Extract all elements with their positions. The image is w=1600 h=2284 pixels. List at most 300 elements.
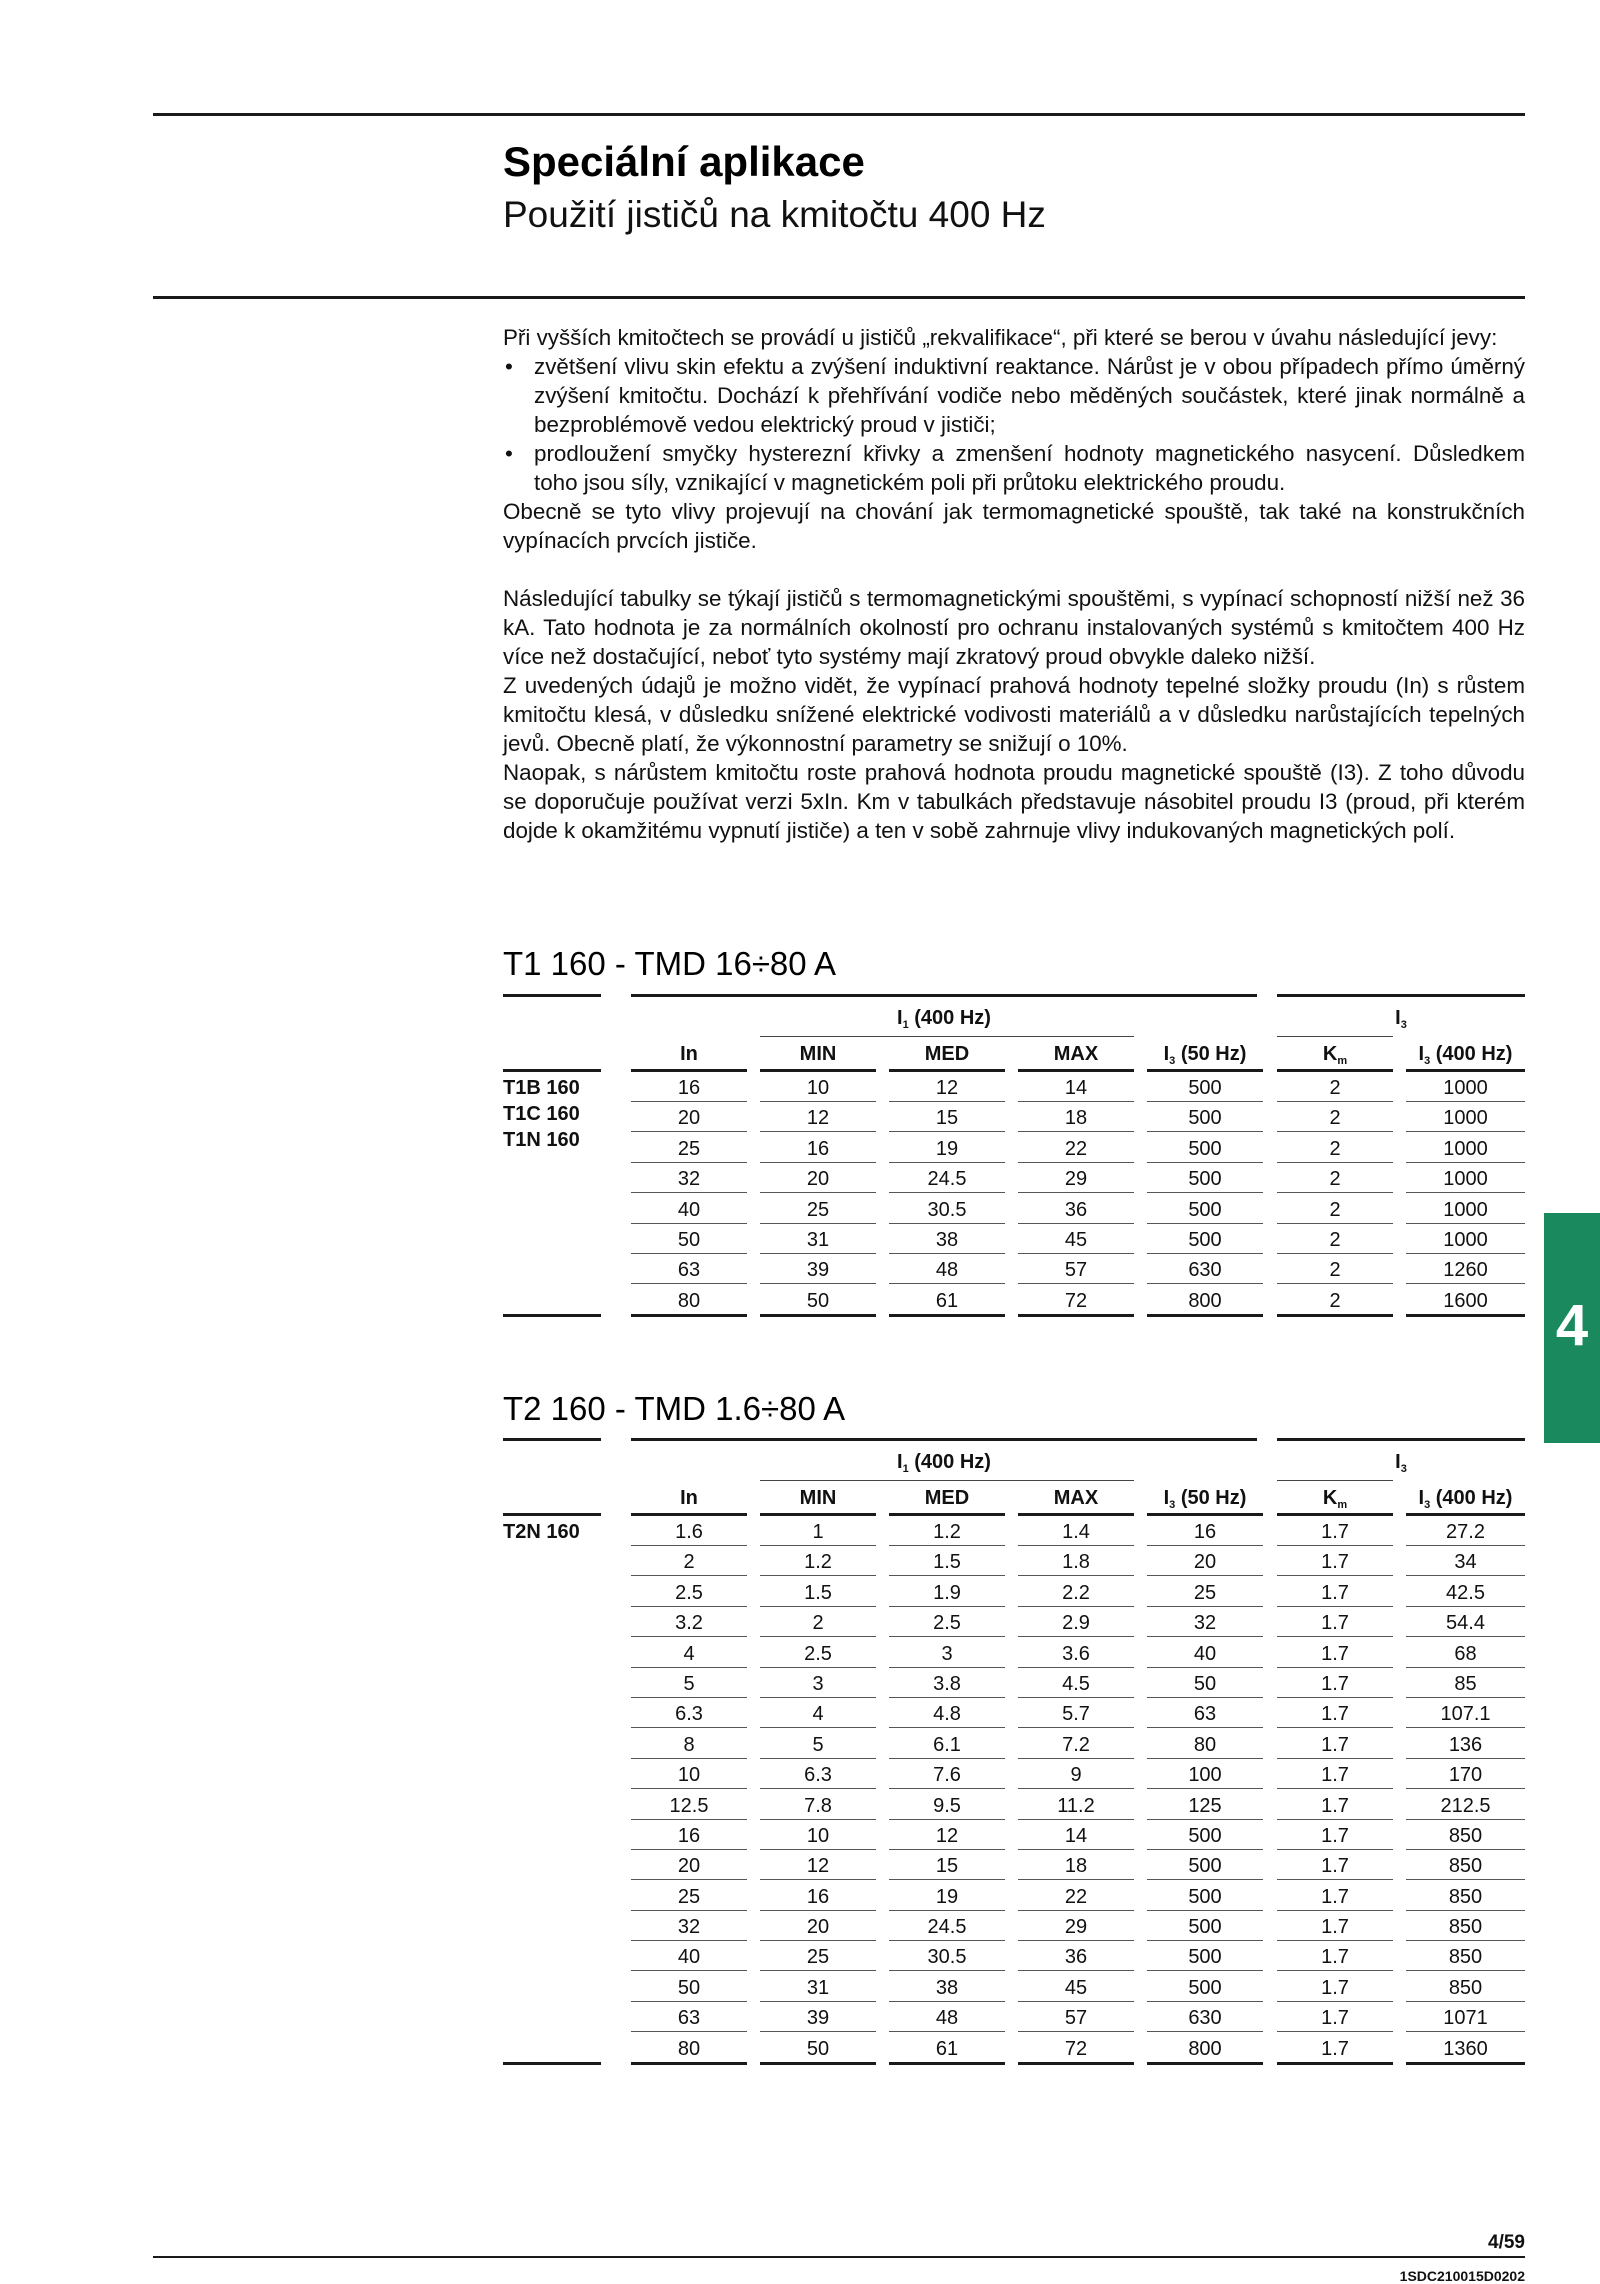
i3-group-label	[1395, 1451, 1407, 1473]
model-name: T1N 160	[503, 1129, 580, 1151]
table-cell: 10	[760, 1821, 876, 1850]
i3-group-label-subscript: 3	[1400, 1019, 1407, 1031]
table-cell: 36	[1018, 1942, 1134, 1971]
table-body	[503, 1073, 1525, 1316]
i3-group-label-symbol: I	[1395, 1451, 1401, 1473]
column-group-i3	[1277, 1448, 1525, 1476]
table-cell: 1.6	[631, 1517, 747, 1546]
table-cell: 32	[631, 1164, 747, 1193]
table-cell: 850	[1406, 1942, 1525, 1971]
table-cell: 48	[889, 2003, 1005, 2032]
intro-bullet-item: • prodloužení smyčky hysterezní křivky a zmenšení hodnoty magnetického nasycení. Důsledkem toho jsou síly, vznikající v magnetickém poli při průtoku elektrického proudu.	[503, 439, 1525, 497]
table-header	[503, 994, 1525, 1073]
table-cell: 22	[1018, 1882, 1134, 1911]
table-cell: 11.2	[1018, 1791, 1134, 1820]
table-cell: 12	[889, 1073, 1005, 1102]
header-rule	[1147, 1513, 1263, 1516]
table-cell: 2	[760, 1608, 876, 1637]
table-cell: 500	[1147, 1882, 1263, 1911]
table-cell: 1.7	[1277, 1578, 1393, 1607]
table-cell: 500	[1147, 1134, 1263, 1163]
table-cell: 54.4	[1406, 1608, 1525, 1637]
table-cell: 2	[1277, 1164, 1393, 1193]
table-end-rule	[503, 2062, 601, 2065]
table-cell: 850	[1406, 1912, 1525, 1941]
table-cell: 14	[1018, 1073, 1134, 1102]
table-cell: 1000	[1406, 1103, 1525, 1132]
table-cell: 18	[1018, 1103, 1134, 1132]
i3-400hz-label-symbol: I	[1418, 1487, 1425, 1509]
table-cell: 1.7	[1277, 1669, 1393, 1698]
i3-400hz-label-subscript: 3	[1424, 1499, 1431, 1511]
table-cell: 500	[1147, 1103, 1263, 1132]
table-cell: 12	[760, 1103, 876, 1132]
table-header	[503, 1438, 1525, 1517]
table-cell: 2	[1277, 1225, 1393, 1254]
table-cell: 1.7	[1277, 1973, 1393, 2002]
group-separator	[1277, 1480, 1393, 1481]
table-cell: 7.8	[760, 1791, 876, 1820]
table-cell: 1.7	[1277, 1851, 1393, 1880]
table-cell: 500	[1147, 1225, 1263, 1254]
header-rule	[889, 1513, 1005, 1516]
table-cell: 20	[760, 1912, 876, 1941]
table-cell: 50	[760, 1286, 876, 1315]
km-label-subscript: m	[1337, 1499, 1348, 1511]
heading-bottom-rule	[153, 296, 1525, 299]
table-cell: 7.6	[889, 1760, 1005, 1789]
table-cell: 36	[1018, 1195, 1134, 1224]
table-end-rule	[1277, 1314, 1393, 1317]
table-cell: 22	[1018, 1134, 1134, 1163]
i1-400hz-label-subscript: 1	[902, 1019, 909, 1031]
table-cell: 57	[1018, 2003, 1134, 2032]
i1-400hz-label	[897, 1007, 991, 1029]
table-cell: 1.7	[1277, 1791, 1393, 1820]
table-cell: 50	[631, 1225, 747, 1254]
table-cell: 19	[889, 1882, 1005, 1911]
table-cell: 4.8	[889, 1699, 1005, 1728]
table-cell: 1600	[1406, 1286, 1525, 1315]
i3-50hz-label	[1164, 1487, 1247, 1509]
table-cell: 14	[1018, 1821, 1134, 1850]
col-header-min: MIN	[799, 1487, 837, 1509]
table-cell: 1260	[1406, 1255, 1525, 1284]
table-cell: 50	[1147, 1669, 1263, 1698]
table-cell: 16	[631, 1073, 747, 1102]
table-cell: 1.2	[889, 1517, 1005, 1546]
table-cell: 61	[889, 2034, 1005, 2063]
page-title: Speciální aplikace	[503, 138, 865, 185]
table-cell: 20	[760, 1164, 876, 1193]
table-cell: 1000	[1406, 1164, 1525, 1193]
table-end-rule	[889, 2062, 1005, 2065]
intro-bullet-list	[503, 352, 1525, 497]
table-cell: 63	[631, 2003, 747, 2032]
table-cell: 8	[631, 1730, 747, 1759]
table-cell: 80	[1147, 1730, 1263, 1759]
table-row	[503, 1608, 1525, 1638]
table-cell: 100	[1147, 1760, 1263, 1789]
table-end-rule	[1018, 2062, 1134, 2065]
i3-group-label-subscript: 3	[1400, 1463, 1407, 1475]
table-row	[503, 1517, 1525, 1547]
header-rule	[889, 1069, 1005, 1072]
table-cell: 18	[1018, 1851, 1134, 1880]
table-cell: 2	[1277, 1195, 1393, 1224]
table-end-rule	[1406, 1314, 1525, 1317]
footer-rule	[153, 2256, 1525, 2258]
table-cell: 29	[1018, 1912, 1134, 1941]
i3-group-label	[1395, 1007, 1407, 1029]
table-cell: 32	[631, 1912, 747, 1941]
group-separator	[760, 1036, 1134, 1037]
col-header-med: MED	[924, 1487, 970, 1509]
table-cell: 20	[1147, 1547, 1263, 1576]
header-rule	[1018, 1513, 1134, 1516]
table-row	[503, 1882, 1525, 1912]
table-cell: 19	[889, 1134, 1005, 1163]
i3-50hz-label-subscript: 3	[1169, 1499, 1176, 1511]
table-cell: 1.7	[1277, 1517, 1393, 1546]
table-row	[503, 1912, 1525, 1942]
table-cell: 38	[889, 1225, 1005, 1254]
col-header-i3-400hz	[1406, 1040, 1525, 1068]
table-cell: 25	[631, 1134, 747, 1163]
table-cell: 1360	[1406, 2034, 1525, 2063]
col-header-in: In	[680, 1043, 698, 1065]
table-row	[503, 1225, 1525, 1255]
model-name: T2N 160	[503, 1521, 580, 1543]
i3-400hz-label-subscript: 3	[1424, 1055, 1431, 1067]
table-cell: 630	[1147, 1255, 1263, 1284]
header-rule	[631, 1069, 747, 1072]
table-cell: 4.5	[1018, 1669, 1134, 1698]
header-rule	[1147, 1069, 1263, 1072]
table-cell: 850	[1406, 1851, 1525, 1880]
table-row	[503, 1699, 1525, 1729]
table-row	[503, 1286, 1525, 1316]
table-cell: 1.7	[1277, 1912, 1393, 1941]
table-cell: 500	[1147, 1912, 1263, 1941]
table-cell: 39	[760, 1255, 876, 1284]
table-cell: 72	[1018, 2034, 1134, 2063]
table-cell: 50	[760, 2034, 876, 2063]
table-row	[503, 1073, 1525, 1103]
table-cell: 6.3	[631, 1699, 747, 1728]
table-cell: 1.7	[1277, 1760, 1393, 1789]
table-end-rule	[760, 2062, 876, 2065]
table-row	[503, 1821, 1525, 1851]
table-cell: 45	[1018, 1973, 1134, 2002]
table-cell: 2	[1277, 1134, 1393, 1163]
table-cell: 42.5	[1406, 1578, 1525, 1607]
table-cell: 31	[760, 1973, 876, 2002]
col-header-i3-50hz	[1147, 1484, 1263, 1512]
km-label	[1323, 1043, 1347, 1065]
col-header-km	[1277, 1484, 1393, 1512]
table-cell: 3.8	[889, 1669, 1005, 1698]
header-rule	[1277, 1438, 1525, 1441]
table-cell: 9	[1018, 1760, 1134, 1789]
table-cell: 850	[1406, 1882, 1525, 1911]
model-name: T1B 160	[503, 1077, 580, 1099]
table-cell: 107.1	[1406, 1699, 1525, 1728]
table2-title: T2 160 - TMD 1.6÷80 A	[503, 1390, 846, 1427]
column-group-i1	[631, 1004, 1257, 1032]
table-cell: 3	[889, 1639, 1005, 1668]
table-cell: 1.7	[1277, 1821, 1393, 1850]
col-header-i3-400hz	[1406, 1484, 1525, 1512]
chapter-tab	[1544, 1213, 1600, 1443]
table-cell: 68	[1406, 1639, 1525, 1668]
table-row	[503, 2034, 1525, 2064]
table-cell: 2	[1277, 1255, 1393, 1284]
table-cell: 1.5	[889, 1547, 1005, 1576]
header-rule	[503, 1438, 601, 1441]
table-cell: 500	[1147, 1942, 1263, 1971]
table-cell: 39	[760, 2003, 876, 2032]
table-cell: 4	[631, 1639, 747, 1668]
table-cell: 2	[631, 1547, 747, 1576]
table-end-rule	[1277, 2062, 1393, 2065]
header-rule	[503, 1513, 601, 1516]
table-cell: 500	[1147, 1821, 1263, 1850]
header-rule	[1277, 994, 1525, 997]
table-cell: 1.7	[1277, 1699, 1393, 1728]
table-cell: 1.7	[1277, 1608, 1393, 1637]
top-rule	[153, 113, 1525, 116]
table-cell: 212.5	[1406, 1791, 1525, 1820]
table-cell: 850	[1406, 1821, 1525, 1850]
col-header-med: MED	[924, 1043, 970, 1065]
table-cell: 27.2	[1406, 1517, 1525, 1546]
table-cell: 20	[631, 1851, 747, 1880]
table-cell: 80	[631, 2034, 747, 2063]
table-end-rule	[1147, 2062, 1263, 2065]
i3-400hz-label-text: (400 Hz)	[1435, 1043, 1513, 1065]
table-cell: 34	[1406, 1547, 1525, 1576]
table-row	[503, 1760, 1525, 1790]
table-cell: 5.7	[1018, 1699, 1134, 1728]
intro-paragraph: Z uvedených údajů je možno vidět, že vypínací prahová hodnoty tepelné složky proudu (In) s růstem kmitočtu klesá, v důsledku snížené elektrické vodivosti materiálů a v důsledku narůstajících tepelných jevů. Obecně platí, že výkonnostní parametry se snižují o 10%.	[503, 673, 1525, 756]
table-cell: 38	[889, 1973, 1005, 2002]
table-cell: 30.5	[889, 1942, 1005, 1971]
table-cell: 4	[760, 1699, 876, 1728]
table-cell: 25	[760, 1195, 876, 1224]
header-rule	[631, 1438, 1257, 1441]
table-row	[503, 1195, 1525, 1225]
i3-50hz-label-symbol: I	[1163, 1043, 1170, 1065]
table-cell: 500	[1147, 1973, 1263, 2002]
table-cell: 2	[1277, 1073, 1393, 1102]
table-end-rule	[503, 1314, 601, 1317]
col-header-in: In	[680, 1487, 698, 1509]
table-end-rule	[889, 1314, 1005, 1317]
km-label-symbol: K	[1322, 1043, 1338, 1065]
table-cell: 10	[631, 1760, 747, 1789]
table-cell: 1.4	[1018, 1517, 1134, 1546]
chapter-tab-label: 4	[1555, 1293, 1589, 1358]
table-cell: 500	[1147, 1195, 1263, 1224]
intro-text	[503, 323, 1525, 845]
intro-paragraph: Při vyšších kmitočtech se provádí u jističů „rekvalifikace“, při které se berou v úvahu následující jevy:	[503, 325, 1498, 350]
page-subtitle: Použití jističů na kmitočtu 400 Hz	[503, 194, 1046, 235]
intro-paragraph: Obecně se tyto vlivy projevují na chování jak termomagnetické spouště, tak také na konstrukčních vypínacích prvcích jističe.	[503, 499, 1525, 553]
table-body	[503, 1517, 1525, 2064]
column-group-i3	[1277, 1004, 1525, 1032]
table-cell: 16	[1147, 1517, 1263, 1546]
i3-50hz-label-text: (50 Hz)	[1180, 1043, 1247, 1065]
table-cell: 800	[1147, 1286, 1263, 1315]
table-cell: 850	[1406, 1973, 1525, 2002]
document-code: 1SDC210015D0202	[1399, 2268, 1525, 2284]
intro-bullet-item: • zvětšení vlivu skin efektu a zvýšení induktivní reaktance. Nárůst je v obou případech přímo úměrný zvýšení kmitočtu. Dochází k přehřívání vodiče nebo měděných součástek, které jinak normálně a bezproblémově vedou elektrický proud v jističi;	[503, 352, 1525, 439]
table-cell: 31	[760, 1225, 876, 1254]
i3-400hz-label	[1419, 1487, 1513, 1509]
table-cell: 800	[1147, 2034, 1263, 2063]
table-cell: 5	[631, 1669, 747, 1698]
table-end-rule	[1406, 2062, 1525, 2065]
table-cell: 30.5	[889, 1195, 1005, 1224]
table-row	[503, 1669, 1525, 1699]
table-cell: 2	[1277, 1103, 1393, 1132]
table-cell: 136	[1406, 1730, 1525, 1759]
km-label-symbol: K	[1322, 1487, 1338, 1509]
table-cell: 1.7	[1277, 1730, 1393, 1759]
i1-400hz-label	[897, 1451, 991, 1473]
col-header-i3-50hz	[1147, 1040, 1263, 1068]
table-cell: 12	[889, 1821, 1005, 1850]
table-cell: 1.2	[760, 1547, 876, 1576]
i3-400hz-label-text: (400 Hz)	[1435, 1487, 1513, 1509]
table-cell: 25	[631, 1882, 747, 1911]
table-cell: 1000	[1406, 1134, 1525, 1163]
table-cell: 9.5	[889, 1791, 1005, 1820]
table-cell: 24.5	[889, 1164, 1005, 1193]
col-header-min: MIN	[799, 1043, 837, 1065]
table-cell: 29	[1018, 1164, 1134, 1193]
table-cell: 80	[631, 1286, 747, 1315]
table-cell: 2.5	[760, 1639, 876, 1668]
table-cell: 24.5	[889, 1912, 1005, 1941]
table-end-rule	[1018, 1314, 1134, 1317]
table-cell: 57	[1018, 1255, 1134, 1284]
table-cell: 25	[760, 1942, 876, 1971]
table1-title: T1 160 - TMD 16÷80 A	[503, 945, 836, 982]
table-row	[503, 1791, 1525, 1821]
table-cell: 15	[889, 1103, 1005, 1132]
header-rule	[503, 994, 601, 997]
i1-400hz-label-symbol: I	[897, 1007, 903, 1029]
table-row	[503, 1942, 1525, 1972]
table-cell: 1.5	[760, 1578, 876, 1607]
table-cell: 6.3	[760, 1760, 876, 1789]
table-cell: 72	[1018, 1286, 1134, 1315]
table-cell: 500	[1147, 1073, 1263, 1102]
table-cell: 48	[889, 1255, 1005, 1284]
table-cell: 2	[1277, 1286, 1393, 1315]
table-end-rule	[631, 2062, 747, 2065]
table-cell: 3	[760, 1669, 876, 1698]
table-cell: 6.1	[889, 1730, 1005, 1759]
header-rule	[1018, 1069, 1134, 1072]
header-rule	[1277, 1069, 1393, 1072]
table-cell: 85	[1406, 1669, 1525, 1698]
km-label	[1323, 1487, 1347, 1509]
table-cell: 2.5	[889, 1608, 1005, 1637]
table-cell: 125	[1147, 1791, 1263, 1820]
col-header-km	[1277, 1040, 1393, 1068]
i1-400hz-label-text: (400 Hz)	[914, 1451, 991, 1473]
table-cell: 16	[631, 1821, 747, 1850]
table-end-rule	[760, 1314, 876, 1317]
group-separator	[760, 1480, 1134, 1481]
table-cell: 630	[1147, 2003, 1263, 2032]
table-cell: 1071	[1406, 2003, 1525, 2032]
table-cell: 1.7	[1277, 2034, 1393, 2063]
table-cell: 10	[760, 1073, 876, 1102]
table-cell: 32	[1147, 1608, 1263, 1637]
intro-paragraph: Naopak, s nárůstem kmitočtu roste prahová hodnota proudu magnetické spouště (I3). Z toho důvodu se doporučuje používat verzi 5xIn. Km v tabulkách představuje násobitel proudu I3 (proud, při kterém dojde k okamžitému vypnutí jističe) a ten v sobě zahrnuje vlivy indukovaných magnetických polí.	[503, 760, 1525, 843]
table-cell: 1.7	[1277, 1882, 1393, 1911]
i1-400hz-label-text: (400 Hz)	[914, 1007, 991, 1029]
km-label-subscript: m	[1337, 1055, 1348, 1067]
table1	[503, 994, 1525, 1316]
table-row	[503, 1578, 1525, 1608]
table-row	[503, 2003, 1525, 2033]
table-row	[503, 1639, 1525, 1669]
header-rule	[631, 1513, 747, 1516]
table-cell: 16	[760, 1882, 876, 1911]
table-row	[503, 1134, 1525, 1164]
column-group-i1	[631, 1448, 1257, 1476]
table-cell: 16	[760, 1134, 876, 1163]
table-cell: 1000	[1406, 1225, 1525, 1254]
table-row	[503, 1851, 1525, 1881]
table-cell: 5	[760, 1730, 876, 1759]
table-row	[503, 1103, 1525, 1133]
header-rule	[1406, 1513, 1525, 1516]
table-cell: 45	[1018, 1225, 1134, 1254]
table-cell: 2.5	[631, 1578, 747, 1607]
table-cell: 1000	[1406, 1195, 1525, 1224]
table-end-rule	[1147, 1314, 1263, 1317]
i1-400hz-label-subscript: 1	[902, 1463, 909, 1475]
header-rule	[631, 994, 1257, 997]
model-name: T1C 160	[503, 1103, 580, 1125]
header-rule	[760, 1513, 876, 1516]
table-cell: 50	[631, 1973, 747, 2002]
i3-group-label-symbol: I	[1395, 1007, 1401, 1029]
table-cell: 63	[631, 1255, 747, 1284]
page-heading	[503, 136, 1503, 238]
group-separator	[1277, 1036, 1393, 1037]
table-cell: 1.7	[1277, 2003, 1393, 2032]
table-cell: 1.8	[1018, 1547, 1134, 1576]
table-cell: 63	[1147, 1699, 1263, 1728]
table-cell: 2.9	[1018, 1608, 1134, 1637]
table-cell: 25	[1147, 1578, 1263, 1607]
i3-50hz-label-symbol: I	[1163, 1487, 1170, 1509]
table-cell: 3.2	[631, 1608, 747, 1637]
table-row	[503, 1164, 1525, 1194]
i3-50hz-label-text: (50 Hz)	[1180, 1487, 1247, 1509]
col-header-max: MAX	[1053, 1487, 1099, 1509]
table-cell: 20	[631, 1103, 747, 1132]
table-cell: 500	[1147, 1851, 1263, 1880]
table-cell: 40	[1147, 1639, 1263, 1668]
